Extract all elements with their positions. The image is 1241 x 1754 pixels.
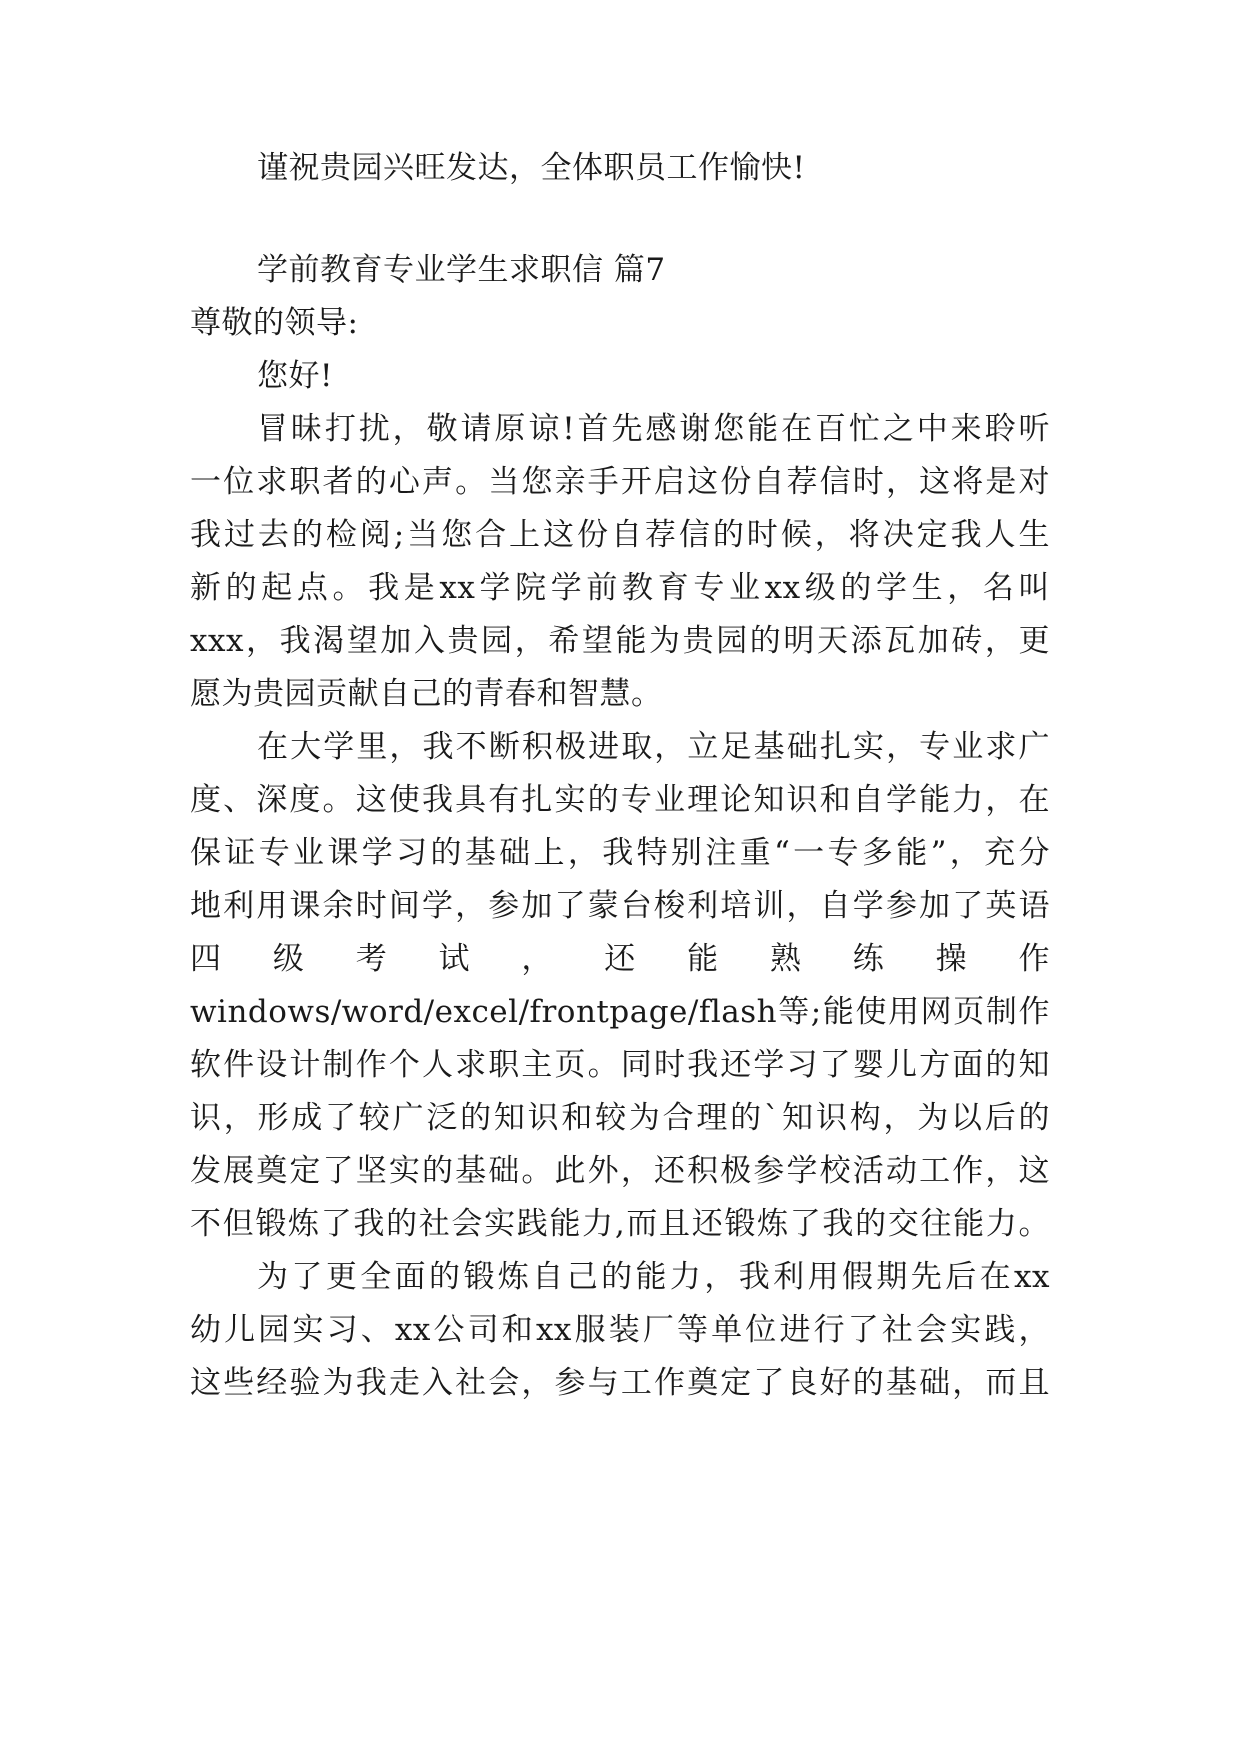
section-title: 学前教育专业学生求职信 篇7: [257, 252, 666, 288]
body-line: 四 级 考 试 ， 还 能 熟 练 操 作: [190, 941, 1050, 977]
body-line: 一位求职者的心声。当您亲手开启这份自荐信时，这将是对: [190, 464, 1050, 500]
body-line: 幼儿园实习、xx公司和xx服装厂等单位进行了社会实践，: [190, 1312, 1050, 1348]
salutation: 尊敬的领导:: [190, 305, 359, 341]
body-line: 软件设计制作个人求职主页。同时我还学习了婴儿方面的知: [190, 1047, 1050, 1083]
body-line: 在大学里，我不断积极进取，立足基础扎实，专业求广: [257, 729, 1050, 765]
body-line: 不但锻炼了我的社会实践能力,而且还锻炼了我的交往能力。: [190, 1206, 1050, 1242]
greeting: 您好!: [257, 358, 333, 394]
body-line: 冒昧打扰，敬请原谅!首先感谢您能在百忙之中来聆听: [257, 411, 1050, 447]
body-line: 这些经验为我走入社会，参与工作奠定了良好的基础，而且: [190, 1365, 1050, 1401]
body-line: windows/word/excel/frontpage/flash等;能使用网页制作: [190, 994, 1050, 1030]
body-line: 新的起点。我是xx学院学前教育专业xx级的学生，名叫: [190, 570, 1050, 606]
body-line: 识，形成了较广泛的知识和较为合理的`知识构，为以后的: [190, 1100, 1050, 1136]
body-line: 愿为贵园贡献自己的青春和智慧。: [190, 676, 663, 712]
body-line: xxx，我渴望加入贵园，希望能为贵园的明天添瓦加砖，更: [190, 623, 1050, 659]
body-line: 为了更全面的锻炼自己的能力，我利用假期先后在xx: [257, 1259, 1050, 1295]
closing-wish: 谨祝贵园兴旺发达，全体职员工作愉快!: [257, 150, 806, 186]
body-line: 我过去的检阅;当您合上这份自荐信的时候，将决定我人生: [190, 517, 1050, 553]
body-line: 度、深度。这使我具有扎实的专业理论知识和自学能力，在: [190, 782, 1050, 818]
body-line: 地利用课余时间学，参加了蒙台梭利培训，自学参加了英语: [190, 888, 1050, 924]
body-line: 发展奠定了坚实的基础。此外，还积极参学校活动工作，这: [190, 1153, 1050, 1189]
body-line: 保证专业课学习的基础上，我特别注重“一专多能”，充分: [190, 835, 1050, 871]
